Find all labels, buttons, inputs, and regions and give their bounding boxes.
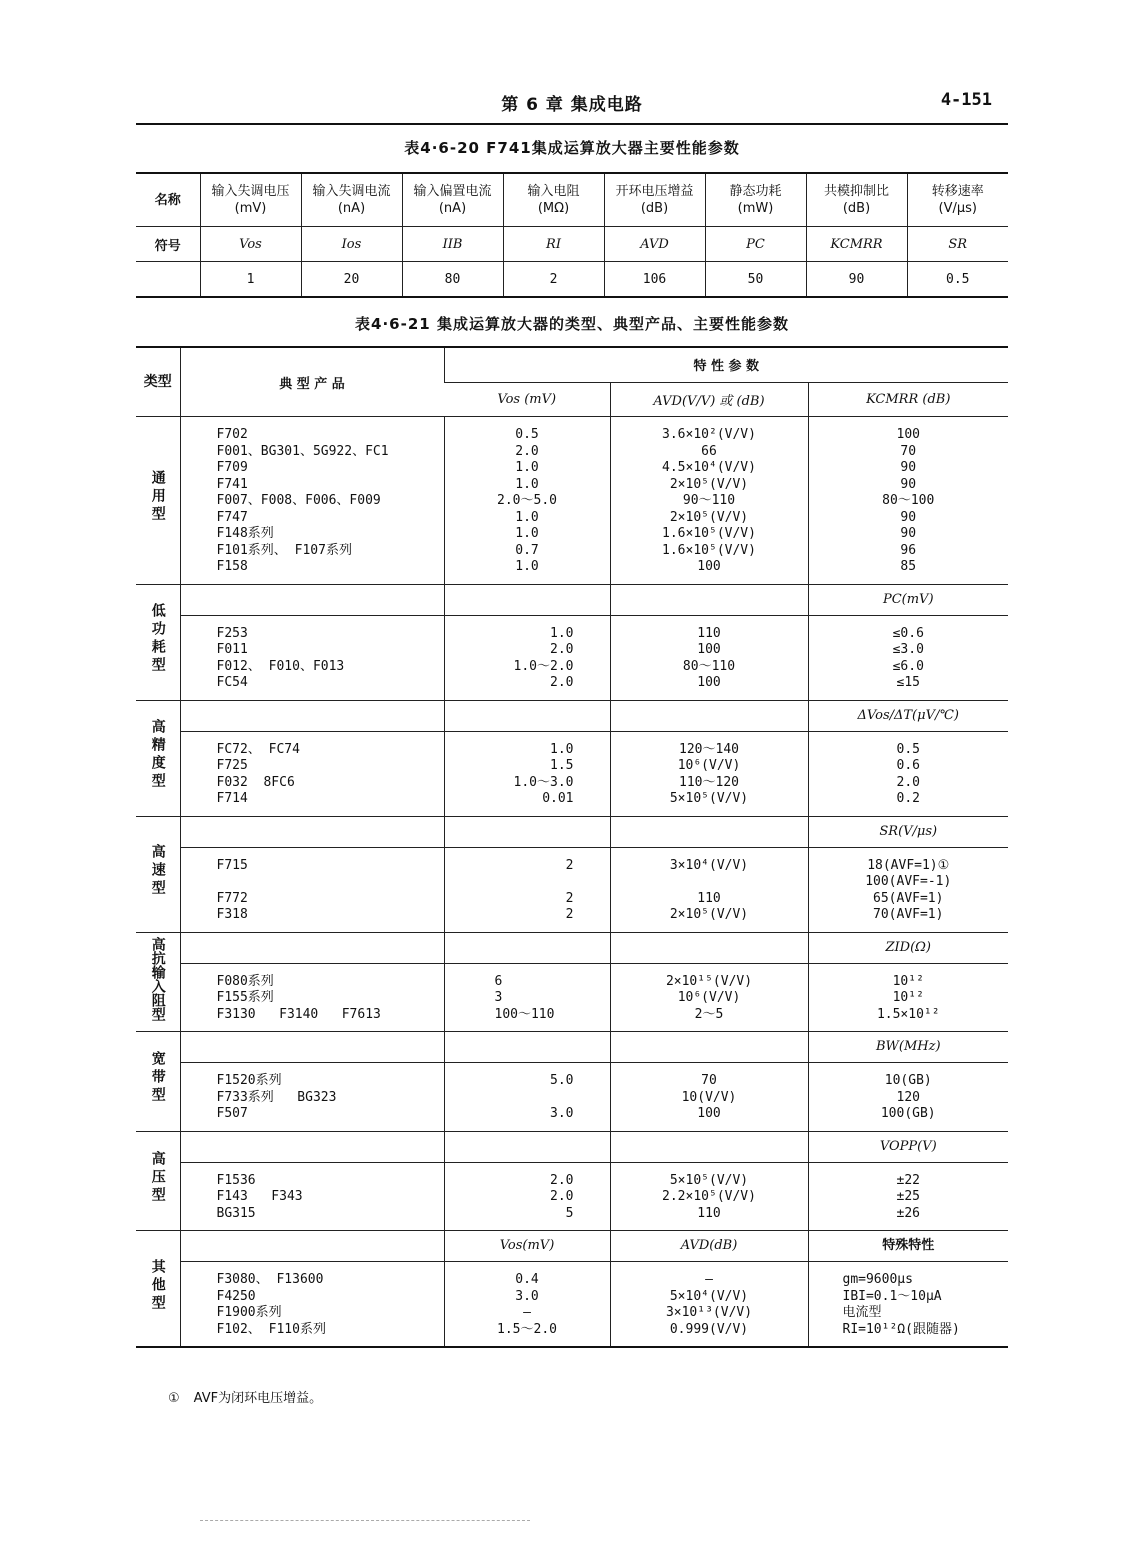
footnote <box>168 1387 322 1406</box>
product-cell: F715 F772 F318 <box>180 816 444 932</box>
type-cell: 高速型 <box>136 816 180 932</box>
avd-cell: 3.6×10²(V/V) 66 4.5×10⁴(V/V) 2×10⁵(V/V) 90～110 2×10⁵(V/V) 1.6×10⁵(V/V) 1.6×10⁵(V/V) 100 <box>610 417 808 585</box>
product-cell: F702 F001、BG301、5G922、FC1 F709 F741 F007、F008、F006、F009 F747 F148系列 F101系列、 F107系列 F158 <box>180 417 444 585</box>
symbol-cell: PC <box>705 227 806 262</box>
extra-cell: BW(MHz) 10(GB) 120 100(GB) <box>808 1032 1008 1132</box>
avd-cell: 120～140 10⁶(V/V) 110～120 5×10⁵(V/V) <box>610 700 808 816</box>
value-cell: 90 <box>806 262 907 298</box>
value-cell: 20 <box>301 262 402 298</box>
symbol-cell: AVD <box>604 227 705 262</box>
value-cell: 2 <box>503 262 604 298</box>
type-cell: 通用型 <box>136 417 180 585</box>
vos-cell: 6 3 100～110 <box>444 932 610 1032</box>
col-product-header: 典 型 产 品 <box>180 347 444 417</box>
table-row <box>136 1231 1008 1348</box>
table1-caption: 表4·6-20 F741集成运算放大器主要性能参数 <box>404 139 740 157</box>
sub-param-header: ΔVos/ΔT(μV/℃) <box>809 701 1009 732</box>
symbol-cell: Vos <box>200 227 301 262</box>
value-cell: 50 <box>705 262 806 298</box>
col-header: 输入失调电压 (mV) <box>200 173 301 227</box>
symbol-cell: SR <box>907 227 1008 262</box>
table2-opamp-types <box>136 346 1008 1348</box>
vos-cell: 1.0 1.5 1.0～3.0 0.01 <box>444 700 610 816</box>
header-rule <box>136 123 1008 125</box>
vos-cell: 2.0 2.0 5 <box>444 1131 610 1231</box>
sub-param-header: AVD(dB) <box>611 1231 808 1262</box>
chapter-title: 第 6 章 集成电路 <box>501 95 643 115</box>
sub-param-header: SR(V/μs) <box>809 817 1009 848</box>
extra-cell: 100 70 90 90 80～100 90 90 96 85 <box>808 417 1008 585</box>
type-cell: 高抗输入阻型 <box>136 932 180 1032</box>
table-row <box>136 1032 1008 1132</box>
col-type-header: 类型 <box>143 374 172 390</box>
avd-cell: 110 100 80～110 100 <box>610 584 808 700</box>
col-header: 共模抑制比 (dB) <box>806 173 907 227</box>
value-cell: 80 <box>402 262 503 298</box>
vos-cell: 1.0 2.0 1.0～2.0 2.0 <box>444 584 610 700</box>
col-header: 开环电压增益 (dB) <box>604 173 705 227</box>
symbol-cell: KCMRR <box>806 227 907 262</box>
table-row <box>136 417 1008 585</box>
vos-cell: 5.0 3.0 <box>444 1032 610 1132</box>
table2-caption: 表4·6-21 集成运算放大器的类型、典型产品、主要性能参数 <box>355 315 789 333</box>
type-cell: 高精度型 <box>136 700 180 816</box>
bottom-rule <box>200 1520 530 1521</box>
col-params-header: 特 性 参 数 <box>444 347 1008 382</box>
symbol-cell: Ios <box>301 227 402 262</box>
value-cell: 0.5 <box>907 262 1008 298</box>
table-row <box>136 932 1008 1032</box>
extra-cell: PC(mV) ≤0.6 ≤3.0 ≤6.0 ≤15 <box>808 584 1008 700</box>
extra-cell: 特殊特性 gm=9600μs IBI=0.1～10μA 电流型 RI=10¹²Ω(跟随器) <box>808 1231 1008 1348</box>
table-row <box>136 700 1008 816</box>
vos-cell: 2 2 2 <box>444 816 610 932</box>
vos-cell: Vos(mV) 0.4 3.0 — 1.5～2.0 <box>444 1231 610 1348</box>
vos-cell: 0.5 2.0 1.0 1.0 2.0～5.0 1.0 1.0 0.7 1.0 <box>444 417 610 585</box>
value-cell: 1 <box>200 262 301 298</box>
sub-param-header: VOPP(V) <box>809 1132 1009 1163</box>
avd-cell: 3×10⁴(V/V) 110 2×10⁵(V/V) <box>610 816 808 932</box>
label-name: 名称 <box>154 192 181 208</box>
avd-cell: 70 10(V/V) 100 <box>610 1032 808 1132</box>
symbol-cell: IIB <box>402 227 503 262</box>
col-header: 输入偏置电流 (nA) <box>402 173 503 227</box>
col-header: 输入失调电流 (nA) <box>301 173 402 227</box>
table-row <box>136 816 1008 932</box>
symbol-cell: RI <box>503 227 604 262</box>
footnote-mark: ① <box>168 1391 180 1406</box>
extra-cell: ZID(Ω) 10¹² 10¹² 1.5×10¹² <box>808 932 1008 1032</box>
col-header: 转移速率 (V/μs) <box>907 173 1008 227</box>
sub-param-header: Vos(mV) <box>445 1231 610 1262</box>
type-cell: 其他型 <box>136 1231 180 1348</box>
table-row <box>136 1131 1008 1231</box>
sub-param-header: ZID(Ω) <box>809 933 1009 964</box>
product-cell: F3080、 F13600 F4250 F1900系列 F102、 F110系列 <box>180 1231 444 1348</box>
type-cell: 低功耗型 <box>136 584 180 700</box>
col-vos-header: Vos (mV) <box>497 391 557 407</box>
type-cell: 高压型 <box>136 1131 180 1231</box>
product-cell: F253 F011 F012、 F010、F013 FC54 <box>180 584 444 700</box>
sub-param-header: BW(MHz) <box>809 1032 1009 1063</box>
col-header: 输入电阻 (MΩ) <box>503 173 604 227</box>
type-cell: 宽带型 <box>136 1032 180 1132</box>
extra-cell: SR(V/μs) 18(AVF=1)① 100(AVF=-1) 65(AVF=1) 70(AVF=1) <box>808 816 1008 932</box>
footnote-text: AVF为闭环电压增益。 <box>193 1391 323 1406</box>
extra-cell: ΔVos/ΔT(μV/℃) 0.5 0.6 2.0 0.2 <box>808 700 1008 816</box>
value-cell: 106 <box>604 262 705 298</box>
page-number: 4-151 <box>940 90 992 110</box>
extra-cell: VOPP(V) ±22 ±25 ±26 <box>808 1131 1008 1231</box>
table1-f741-params <box>136 172 1008 298</box>
sub-param-header: PC(mV) <box>809 585 1009 616</box>
product-cell: F080系列 F155系列 F3130 F3140 F7613 <box>180 932 444 1032</box>
col-avd-header: AVD(V/V) 或 (dB) <box>610 382 808 417</box>
col-header: 静态功耗 (mW) <box>705 173 806 227</box>
product-cell: F1520系列 F733系列 BG323 F507 <box>180 1032 444 1132</box>
table-row <box>136 584 1008 700</box>
col-kcmrr-header: KCMRR (dB) <box>808 382 1008 417</box>
avd-cell: AVD(dB) — 5×10⁴(V/V) 3×10¹³(V/V) 0.999(V/V) <box>610 1231 808 1348</box>
label-symbol: 符号 <box>136 227 200 262</box>
product-cell: FC72、 FC74 F725 F032 8FC6 F714 <box>180 700 444 816</box>
product-cell: F1536 F143 F343 BG315 <box>180 1131 444 1231</box>
page-header <box>136 90 1008 118</box>
avd-cell: 5×10⁵(V/V) 2.2×10⁵(V/V) 110 <box>610 1131 808 1231</box>
empty-cell <box>136 262 200 298</box>
sub-param-header: 特殊特性 <box>809 1231 1009 1262</box>
avd-cell: 2×10¹⁵(V/V) 10⁶(V/V) 2～5 <box>610 932 808 1032</box>
